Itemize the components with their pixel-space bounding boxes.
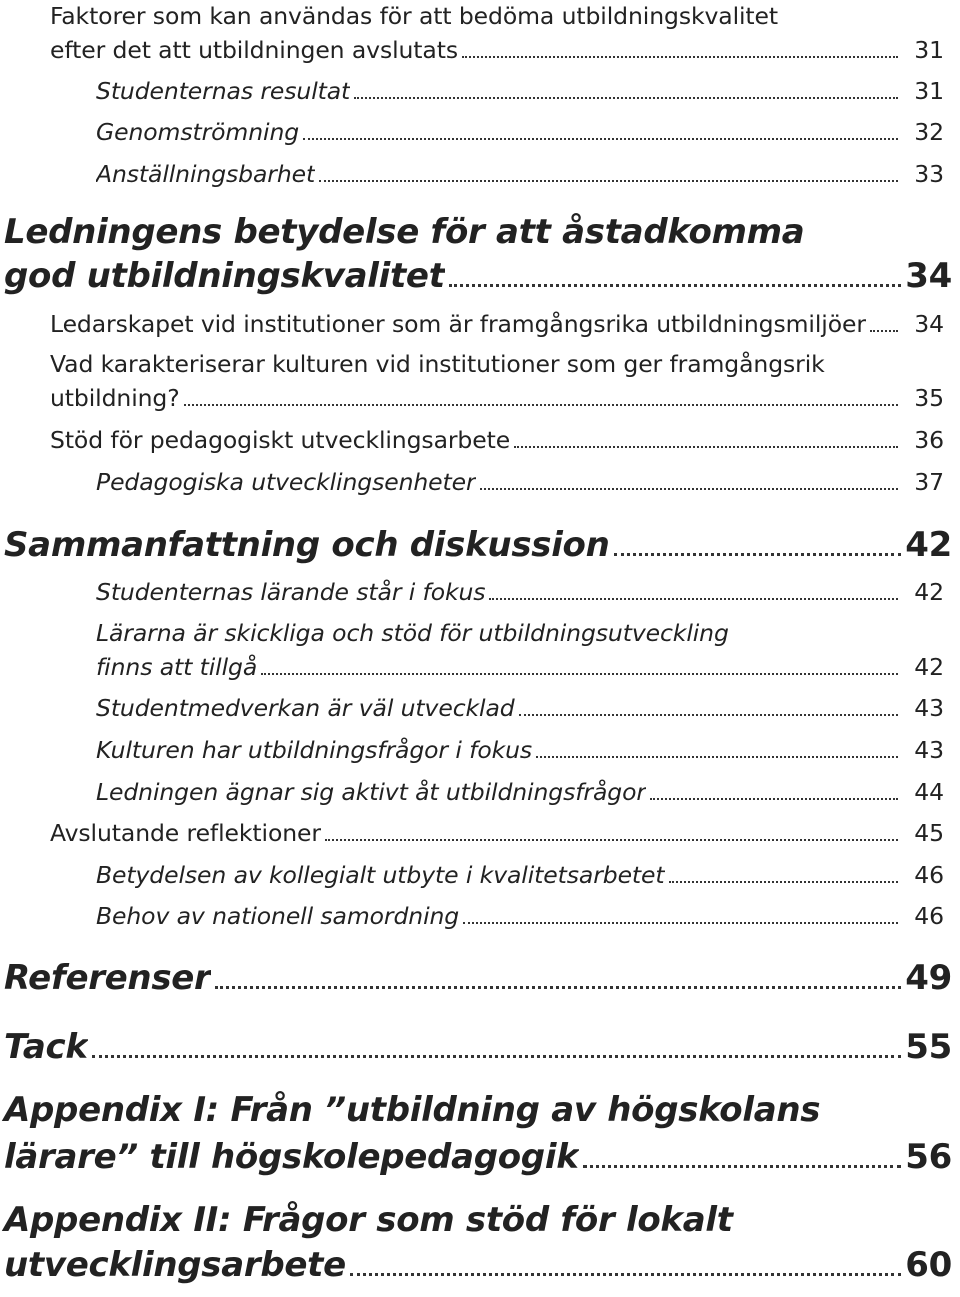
page-number: 34 [914, 310, 944, 338]
toc-entry-title: Stöd för pedagogiskt utvecklingsarbete [50, 426, 511, 454]
page-number: 56 [905, 1137, 952, 1177]
toc-entry[interactable] [96, 778, 944, 806]
chapter-heading-text: Appendix II: Frågor som stöd för lokalt [4, 1200, 733, 1240]
page-number: 45 [914, 819, 944, 847]
dot-leader [325, 839, 898, 841]
page-number: 42 [914, 578, 944, 606]
page-number: 49 [905, 958, 952, 998]
dot-leader [350, 1273, 901, 1276]
page-number: 34 [905, 256, 952, 296]
dot-leader [303, 138, 898, 140]
page-number: 42 [914, 653, 944, 681]
toc-entry-title: Studentmedverkan är väl utvecklad [96, 694, 515, 722]
toc-entry-title: Betydelsen av kollegialt utbyte i kvalitetsarbetet [96, 861, 665, 889]
dot-leader [463, 922, 898, 924]
chapter-entry[interactable] [4, 256, 952, 296]
page-number: 33 [914, 160, 944, 188]
toc-entry[interactable] [50, 36, 944, 64]
toc-entry[interactable] [96, 902, 944, 930]
toc-entry[interactable] [50, 310, 944, 338]
toc-entry-title: efter det att utbildningen avslutats [50, 36, 458, 64]
toc-entry[interactable] [96, 861, 944, 889]
page-number: 60 [905, 1245, 952, 1285]
page-number: 31 [914, 77, 944, 105]
chapter-entry[interactable] [4, 525, 952, 565]
chapter-title: god utbildningskvalitet [4, 256, 445, 296]
toc-entry[interactable] [96, 653, 944, 681]
toc-entry[interactable] [96, 468, 944, 496]
toc-entry-title: Behov av nationell samordning [96, 902, 460, 930]
toc-entry[interactable] [96, 77, 944, 105]
dot-leader [215, 986, 902, 989]
toc-entry[interactable] [50, 426, 944, 454]
toc-entry-title: finns att tillgå [96, 653, 258, 681]
chapter-entry[interactable] [4, 1137, 952, 1177]
chapter-title: Referenser [4, 958, 211, 998]
chapter-title: Tack [4, 1027, 88, 1067]
dot-leader [669, 881, 898, 883]
chapter-entry[interactable] [4, 1027, 952, 1067]
dot-leader [514, 446, 898, 448]
dot-leader [650, 798, 898, 800]
toc-entry-title: Ledarskapet vid institutioner som är framgångsrika utbildningsmiljöer [50, 310, 866, 338]
page-number: 31 [914, 36, 944, 64]
page-number: 43 [914, 736, 944, 764]
page-number: 46 [914, 902, 944, 930]
chapter-entry[interactable] [4, 1245, 952, 1285]
toc-entry[interactable] [50, 819, 944, 847]
dot-leader [354, 97, 898, 99]
dot-leader [870, 330, 898, 332]
page-number: 35 [914, 384, 944, 412]
chapter-heading-text: Ledningens betydelse för att åstadkomma [4, 212, 805, 252]
toc-entry-title: Kulturen har utbildningsfrågor i fokus [96, 736, 533, 764]
toc-entry-text: Vad karakteriserar kulturen vid institutioner som ger framgångsrik [50, 350, 825, 378]
page-number: 42 [905, 525, 952, 565]
dot-leader [462, 56, 898, 58]
toc-entry[interactable] [96, 160, 944, 188]
toc-entry[interactable] [96, 694, 944, 722]
dot-leader [261, 673, 898, 675]
toc-entry-title: Pedagogiska utvecklingsenheter [96, 468, 476, 496]
page-number: 43 [914, 694, 944, 722]
dot-leader [536, 756, 898, 758]
toc-entry-text: Faktorer som kan användas för att bedöma utbildningskvalitet [50, 2, 779, 30]
page-number: 36 [914, 426, 944, 454]
chapter-title: utvecklingsarbete [4, 1245, 346, 1285]
toc-entry-title: utbildning? [50, 384, 180, 412]
dot-leader [184, 404, 898, 406]
page-number: 55 [905, 1027, 952, 1067]
toc-entry[interactable] [96, 736, 944, 764]
toc-entry-title: Genomströmning [96, 118, 300, 146]
page-number: 44 [914, 778, 944, 806]
chapter-title: Sammanfattning och diskussion [4, 525, 610, 565]
toc-entry-title: Studenternas lärande står i fokus [96, 578, 486, 606]
dot-leader [519, 714, 898, 716]
chapter-title: lärare” till högskolepedagogik [4, 1137, 579, 1177]
dot-leader [480, 488, 898, 490]
toc-entry-title: Anställningsbarhet [96, 160, 316, 188]
chapter-entry[interactable] [4, 958, 952, 998]
chapter-heading-text: Appendix I: Från ”utbildning av högskolans [4, 1090, 821, 1130]
toc-entry[interactable] [96, 578, 944, 606]
dot-leader [583, 1165, 902, 1168]
toc-entry-text: Lärarna är skickliga och stöd för utbildningsutveckling [96, 619, 729, 647]
toc-entry[interactable] [96, 118, 944, 146]
toc-entry-title: Studenternas resultat [96, 77, 351, 105]
toc-entry-title: Avslutande reflektioner [50, 819, 321, 847]
dot-leader [319, 180, 898, 182]
toc-entry-title: Ledningen ägnar sig aktivt åt utbildningsfrågor [96, 778, 646, 806]
page-number: 37 [914, 468, 944, 496]
page-number: 32 [914, 118, 944, 146]
dot-leader [92, 1055, 902, 1058]
dot-leader [614, 553, 902, 556]
toc-entry[interactable] [50, 384, 944, 412]
dot-leader [449, 284, 902, 287]
page-number: 46 [914, 861, 944, 889]
dot-leader [489, 598, 898, 600]
